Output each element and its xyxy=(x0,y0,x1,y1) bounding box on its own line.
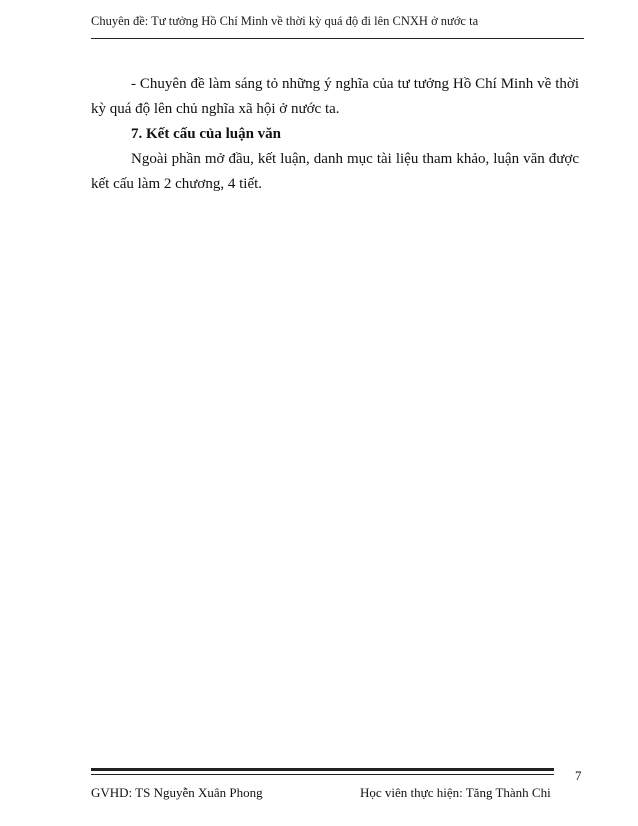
paragraph-structure: Ngoài phần mở đầu, kết luận, danh mục tài liệu tham khảo, luận văn được kết cấu làm 2 chương, 4 tiết. xyxy=(91,151,579,192)
footer-student: Học viên thực hiện: Tăng Thành Chi xyxy=(360,785,551,800)
paragraph-significance: - Chuyên đề làm sáng tỏ những ý nghĩa của tư tưởng Hồ Chí Minh về thời kỳ quá độ lên chủ nghĩa xã hội ở nước ta. xyxy=(91,76,579,117)
footer-supervisor: GVHD: TS Nguyễn Xuân Phong xyxy=(91,785,263,800)
footer-divider-thin xyxy=(91,774,554,775)
page-body xyxy=(91,72,579,197)
header-divider xyxy=(91,38,584,39)
footer-divider-thick xyxy=(91,768,554,771)
page-number: 7 xyxy=(575,768,582,783)
section-heading-structure: 7. Kết cấu của luận văn xyxy=(131,126,282,142)
page-header-title: Chuyên đề: Tư tưởng Hồ Chí Minh về thời kỳ quá độ đi lên CNXH ở nước ta xyxy=(91,14,479,28)
